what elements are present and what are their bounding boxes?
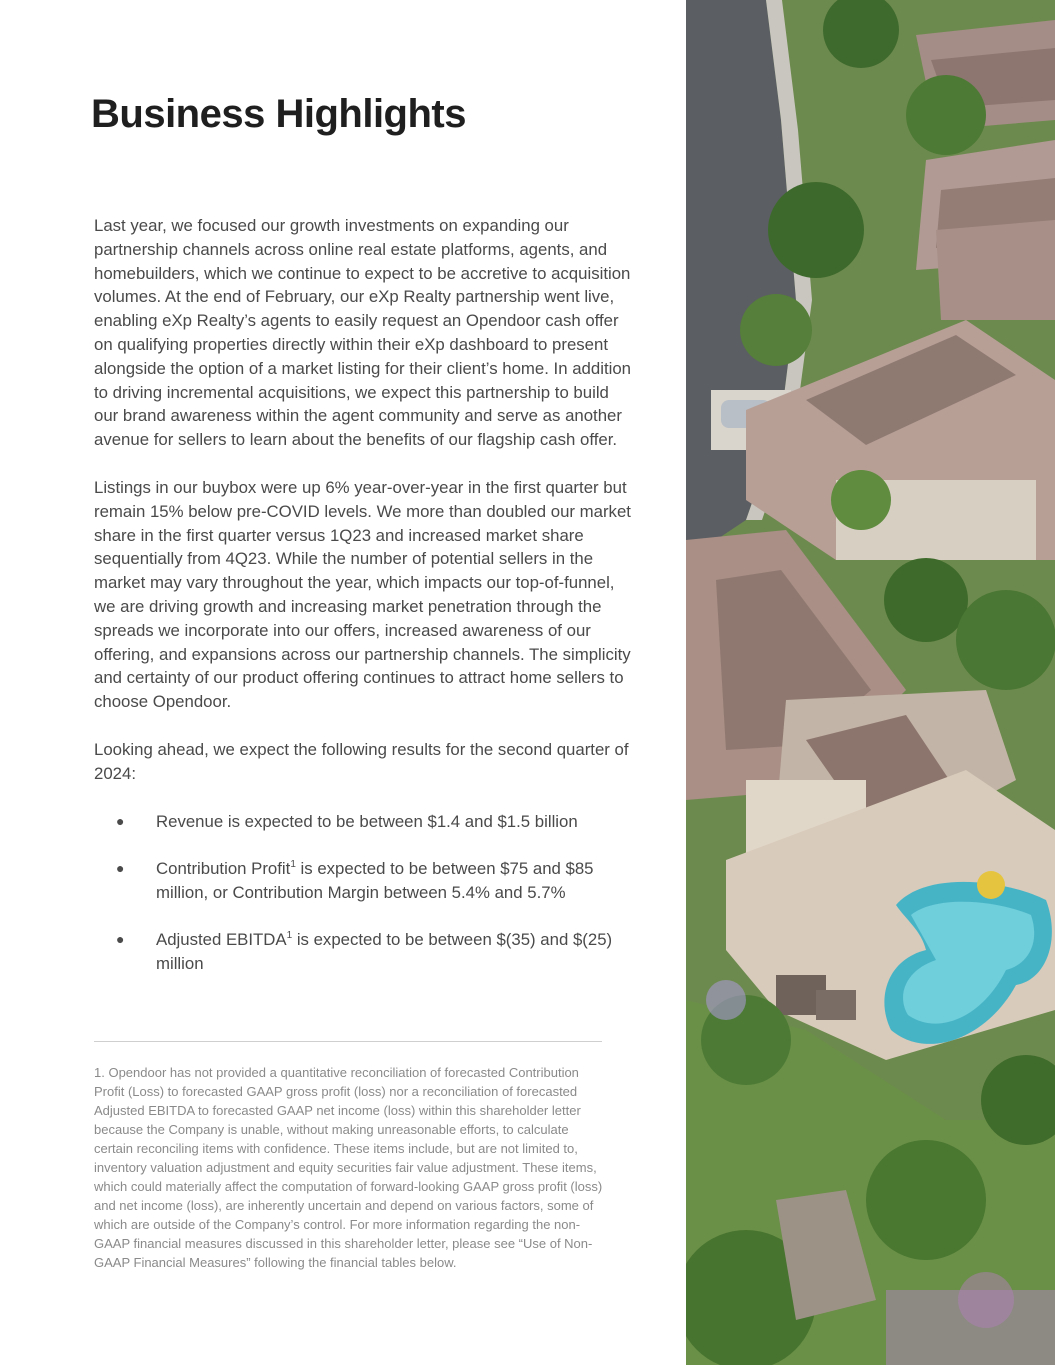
paragraph-outlook: Looking ahead, we expect the following results for the second quarter of 2024: — [94, 739, 629, 783]
bullet-icon: ● — [116, 812, 125, 829]
guidance-item-adjusted-ebitda — [94, 928, 634, 976]
page-title: Business Highlights — [91, 92, 466, 136]
guidance-text-cont: is expected to be between $75 and $85 million, or Contribution Margin between 5.4% and 5.7% — [156, 858, 594, 902]
footnote: 1. Opendoor has not provided a quantitative reconciliation of forecasted Contribution Profit (Loss) to forecasted GAAP gross profit (loss) nor a reconciliation of forecasted Adjusted EBITDA to forecasted GAAP net income (loss) within this shareholder letter because the Company is unable, without making unreasonable efforts, to calculate certain reconciling items with confidence. These items include, but are not limited to, inventory valuation adjustment and equity securities fair value adjustment. These items, which could materially affect the computation of forward-looking GAAP gross profit (loss) and net income (loss), are inherently uncertain and depend on various factors, some of which are outside of the Company’s control. For more information regarding the non-GAAP financial measures discussed in this shareholder letter, please see “Use of Non-GAAP Financial Measures” following the financial tables below. — [94, 1065, 603, 1270]
guidance-text: Revenue is expected to be between $1.4 and $1.5 billion — [156, 811, 578, 831]
footnote-ref: 1 — [286, 930, 293, 942]
bullet-icon: ● — [116, 859, 125, 876]
guidance-list — [94, 810, 634, 976]
guidance-text-cont: is expected to be between $(35) and $(25) million — [156, 930, 613, 973]
guidance-item-revenue — [94, 810, 634, 834]
guidance-text: Contribution Profit — [156, 858, 291, 878]
aerial-neighborhood-photo — [686, 0, 1055, 1365]
body-column — [94, 214, 634, 999]
paragraph-partnerships: Last year, we focused our growth investments on expanding our partnership channels across online real estate platforms, agents, and homebuilders, which we continue to expect to be accretive to acquisition volumes. At the end of February, our eXp Realty partnership went live, enabling eXp Realty’s agents to easily request an Opendoor cash offer on qualifying properties directly within their eXp dashboard to present alongside the option of a market listing for their client’s home. In addition to driving incremental acquisitions, we expect this partnership to build our brand awareness within the agent community and serve as another avenue for sellers to learn about the benefits of our flagship cash offer. — [94, 216, 631, 450]
footnote-ref: 1 — [290, 858, 296, 870]
guidance-item-contribution-profit — [94, 857, 634, 905]
bullet-icon: ● — [116, 931, 125, 948]
paragraph-listings: Listings in our buybox were up 6% year-over-year in the first quarter but remain 15% below pre-COVID levels. We more than doubled our market share in the first quarter versus 1Q23 and increased market share sequentially from 4Q23. While the number of potential sellers in the market may vary throughout the year, which impacts our top-of-funnel, we are driving growth and increasing market penetration through the spreads we incorporate into our offers, increased awareness of our offering, and expansions across our partnership channels. The simplicity and certainty of our product offering continues to attract home sellers to choose Opendoor. — [94, 477, 631, 712]
guidance-text: Adjusted EBITDA — [156, 930, 287, 950]
footnote-divider — [94, 1041, 602, 1042]
